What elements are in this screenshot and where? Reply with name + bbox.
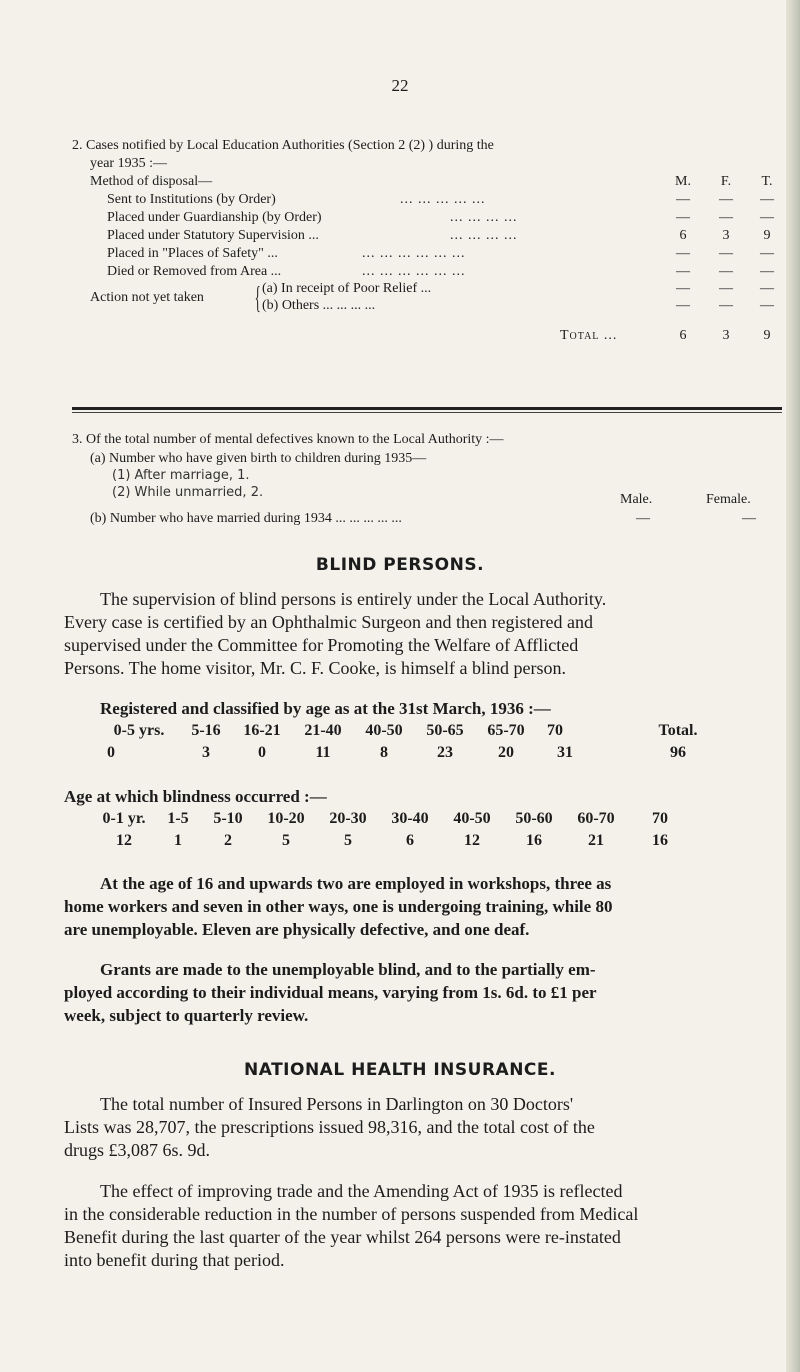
section2-intro-line2: year 1935 :— bbox=[90, 156, 167, 171]
section3-line1: 3. Of the total number of mental defectives known to the Local Authority :— bbox=[72, 432, 504, 447]
disposal-row-t: — bbox=[760, 192, 774, 207]
blind-para1-line2: Every case is certified by an Ophthalmic Surgeon and then registered and bbox=[64, 612, 593, 632]
nhi-para1-line1: The total number of Insured Persons in Darlington on 30 Doctors' bbox=[100, 1094, 574, 1114]
reg-header: 65-70 bbox=[487, 722, 525, 739]
age-value: 5 bbox=[344, 832, 352, 849]
reg-header: Total. bbox=[658, 722, 698, 739]
leader-dots: ... ... ... ... bbox=[450, 210, 518, 225]
nhi-para1-line2: Lists was 28,707, the prescriptions issued 98,316, and the total cost of the bbox=[64, 1117, 595, 1137]
female-header: Female. bbox=[706, 492, 751, 507]
reg-header: 0-5 yrs. bbox=[113, 722, 165, 739]
registered-age-values bbox=[0, 744, 800, 764]
blind-para1-line4: Persons. The home visitor, Mr. C. F. Cooke, is himself a blind person. bbox=[64, 658, 566, 678]
nhi-para1-line3: drugs £3,087 6s. 9d. bbox=[64, 1140, 211, 1160]
age-header: 10-20 bbox=[267, 810, 305, 827]
age-header: 40-50 bbox=[453, 810, 491, 827]
disposal-row-f: — bbox=[719, 264, 733, 279]
action-b-t: — bbox=[760, 298, 774, 313]
registered-line: Registered and classified by age as at the 31st March, 1936 :— bbox=[100, 699, 551, 718]
section2-intro-line1: 2. Cases notified by Local Education Authorities (Section 2 (2) ) during the bbox=[72, 138, 494, 153]
blind-para2-line3: are unemployable. Eleven are physically defective, and one deaf. bbox=[64, 920, 530, 939]
age-value: 1 bbox=[174, 832, 182, 849]
age-header: 30-40 bbox=[391, 810, 429, 827]
disposal-row-label: Sent to Institutions (by Order) bbox=[107, 192, 276, 207]
page-edge-shadow bbox=[786, 0, 800, 1372]
disposal-row-f: — bbox=[719, 210, 733, 225]
age-value: 6 bbox=[406, 832, 414, 849]
reg-value: 3 bbox=[202, 744, 210, 761]
disposal-row-label: Died or Removed from Area ... bbox=[107, 264, 282, 279]
reg-header: 21-40 bbox=[304, 722, 342, 739]
blind-para3-line3: week, subject to quarterly review. bbox=[64, 1006, 309, 1025]
age-header: 20-30 bbox=[329, 810, 367, 827]
blindness-age-headers bbox=[0, 810, 800, 830]
col-header-t: T. bbox=[761, 174, 773, 189]
leader-dots: ... ... ... ... ... ... bbox=[362, 264, 466, 279]
action-a-m: — bbox=[676, 281, 690, 296]
section3-a2: (2) While unmarried, 2. bbox=[112, 485, 264, 500]
section3-a-line: (a) Number who have given birth to children during 1935— bbox=[90, 451, 427, 466]
page-number: 22 bbox=[391, 76, 409, 95]
brace-icon: { bbox=[254, 279, 261, 315]
reg-value: 31 bbox=[557, 744, 573, 761]
disposal-row-label: Placed under Statutory Supervision ... bbox=[107, 228, 319, 243]
age-value: 16 bbox=[652, 832, 668, 849]
blind-para3-line2: ployed according to their individual means, varying from 1s. 6d. to £1 per bbox=[64, 983, 597, 1002]
age-value: 21 bbox=[588, 832, 604, 849]
age-header: 0-1 yr. bbox=[102, 810, 146, 827]
nhi-heading: NATIONAL HEALTH INSURANCE. bbox=[244, 1060, 556, 1080]
male-header: Male. bbox=[620, 492, 653, 507]
age-header: 70 bbox=[652, 810, 668, 827]
leader-dots: ... ... ... ... ... ... bbox=[362, 246, 466, 261]
age-value: 16 bbox=[526, 832, 542, 849]
leader-dots: ... ... ... ... bbox=[450, 228, 518, 243]
reg-value: 0 bbox=[258, 744, 266, 761]
action-b-m: — bbox=[676, 298, 690, 313]
disposal-row-f: 3 bbox=[722, 228, 730, 243]
nhi-para2-line2: in the considerable reduction in the number of persons suspended from Medical bbox=[64, 1204, 639, 1224]
disposal-row-t: — bbox=[760, 210, 774, 225]
disposal-row-m: — bbox=[676, 264, 690, 279]
reg-value: 8 bbox=[380, 744, 388, 761]
disposal-row-t: — bbox=[760, 264, 774, 279]
section3-b-line: (b) Number who have married during 1934 ... ... ... ... ... bbox=[90, 511, 402, 526]
nhi-para2-line4: into benefit during that period. bbox=[64, 1250, 285, 1270]
reg-header: 50-65 bbox=[426, 722, 464, 739]
age-header: 50-60 bbox=[515, 810, 553, 827]
age-header: 60-70 bbox=[577, 810, 615, 827]
action-not-yet-taken-label: Action not yet taken bbox=[90, 290, 204, 305]
age-value: 12 bbox=[116, 832, 132, 849]
disposal-row-m: 6 bbox=[679, 228, 687, 243]
disposal-row-label: Placed in "Places of Safety" ... bbox=[107, 246, 278, 261]
col-header-f: F. bbox=[720, 174, 732, 189]
disposal-row-m: — bbox=[676, 210, 690, 225]
section-divider-thin bbox=[72, 412, 782, 413]
total-t: 9 bbox=[763, 328, 771, 343]
nhi-para2-line3: Benefit during the last quarter of the year whilst 264 persons were re-instated bbox=[64, 1227, 621, 1247]
age-value: 12 bbox=[464, 832, 480, 849]
col-header-m: M. bbox=[675, 174, 691, 189]
leader-dots: ... ... ... ... ... bbox=[400, 192, 486, 207]
nhi-para2-line1: The effect of improving trade and the Amending Act of 1935 is reflected bbox=[100, 1181, 623, 1201]
age-header: 1-5 bbox=[167, 810, 189, 827]
reg-header: 16-21 bbox=[243, 722, 281, 739]
reg-header: 40-50 bbox=[365, 722, 403, 739]
disposal-row-t: 9 bbox=[763, 228, 771, 243]
reg-value: 23 bbox=[437, 744, 453, 761]
reg-value: 96 bbox=[670, 744, 686, 761]
reg-value: 20 bbox=[498, 744, 514, 761]
blind-para1-line3: supervised under the Committee for Promoting the Welfare of Afflicted bbox=[64, 635, 579, 655]
age-occurred-line: Age at which blindness occurred :— bbox=[64, 787, 327, 806]
disposal-row-m: — bbox=[676, 246, 690, 261]
reg-value: 11 bbox=[315, 744, 331, 761]
method-of-disposal-label: Method of disposal— bbox=[90, 174, 213, 189]
total-m: 6 bbox=[679, 328, 687, 343]
age-header: 5-10 bbox=[213, 810, 243, 827]
reg-header: 5-16 bbox=[191, 722, 221, 739]
action-b-f: — bbox=[719, 298, 733, 313]
disposal-row-label: Placed under Guardianship (by Order) bbox=[107, 210, 322, 225]
section3-a1: (1) After marriage, 1. bbox=[112, 468, 250, 483]
disposal-row-t: — bbox=[760, 246, 774, 261]
reg-header: 70 bbox=[547, 722, 563, 739]
blindness-age-values bbox=[0, 832, 800, 852]
reg-value: 0 bbox=[107, 744, 115, 761]
blind-persons-heading: BLIND PERSONS. bbox=[315, 555, 485, 575]
action-a-f: — bbox=[719, 281, 733, 296]
registered-age-headers bbox=[0, 722, 800, 742]
disposal-row-f: — bbox=[719, 192, 733, 207]
disposal-row-m: — bbox=[676, 192, 690, 207]
disposal-row-f: — bbox=[719, 246, 733, 261]
section3-b-male: — bbox=[636, 511, 650, 526]
blind-para2-line2: home workers and seven in other ways, one is undergoing training, while 80 bbox=[64, 897, 613, 916]
total-label: Total ... bbox=[560, 328, 618, 343]
blind-para2-line1: At the age of 16 and upwards two are employed in workshops, three as bbox=[100, 874, 612, 893]
action-b-label: (b) Others ... ... ... ... bbox=[262, 298, 376, 313]
blind-para3-line1: Grants are made to the unemployable blind, and to the partially em- bbox=[100, 960, 596, 979]
total-f: 3 bbox=[722, 328, 730, 343]
action-a-t: — bbox=[760, 281, 774, 296]
section-divider-thick bbox=[72, 407, 782, 410]
action-a-label: (a) In receipt of Poor Relief ... bbox=[262, 281, 432, 296]
age-value: 2 bbox=[224, 832, 232, 849]
age-value: 5 bbox=[282, 832, 290, 849]
blind-para1-line1: The supervision of blind persons is entirely under the Local Authority. bbox=[100, 589, 607, 609]
section3-b-female: — bbox=[742, 511, 756, 526]
